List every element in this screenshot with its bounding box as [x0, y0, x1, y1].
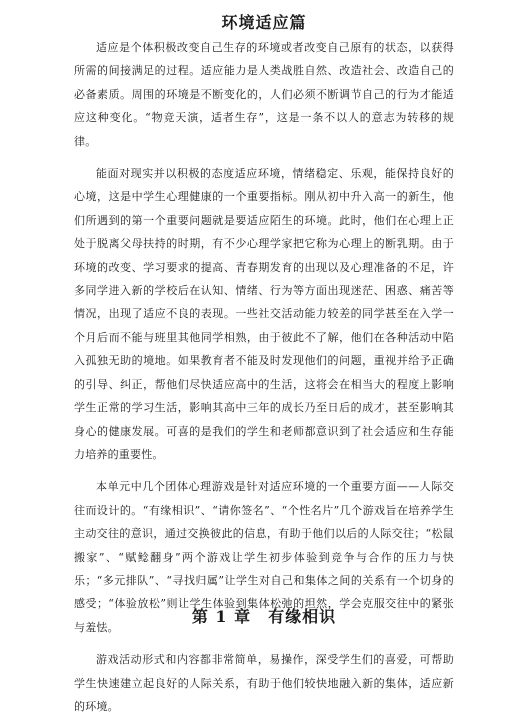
paragraph-2: 能面对现实并以积极的态度适应环境，情绪稳定、乐观，能保持良好的心境，这是中学生心理健康的一个重要指标。刚从初中升入高一的新生，他们所遇到的第一个重要问题就是要适应陌生的环境。此时，他们在心理上正处于脱离父母扶持的时期，有不少心理学家把它称为心理上的断乳期。由于环境的改变、学习要求的提高、青春期发育的出现以及心理准备的不足，许多同学进入新的学校后在认知、情绪、行为等方面出现迷茫、困惑、痛苦等情况，出现了适应不良的表现。一些社交活动能力较差的同学甚至在入学一个月后而不能与班里其他同学相熟，由于彼此不了解，他们在各种活动中陷入孤独无助的境地。如果教育者不能及时发现他们的问题，重视并给予正确的引导、纠正，帮他们尽快适应高中的生活，这将会在相当大的程度上影响学生正常的学习生活，影响其高中三年的成长乃至日后的成才，甚至影响其身心的健康发展。可喜的是我们的学生和老师都意识到了社会适应和生存能力培养的重要性。: [74, 167, 454, 461]
paragraph-3: 本单元中几个团体心理游戏是针对适应环境的一个重要方面——人际交往而设计的。“有缘相识”、“请你签名”、“个性名片”几个游戏旨在培养学生主动交往的意识，通过交换彼此的信息，有助于他们以后的人际交往；“松鼠搬家”、“赋鲶翻身”两个游戏让学生初步体验到竞争与合作的压力与快乐；“多元排队”、“寻找归属”让学生对自己和集体之间的关系有一个切身的感受；“体验放松”则让学生体验到集体松弛的坦然，学会克服交往中的紧张与羞怯。: [74, 480, 454, 634]
chapter-heading: 第 1 章 有缘相识: [191, 607, 337, 626]
page-title: 环境适应篇: [221, 13, 307, 32]
paragraph-1: 适应是个体积极改变自己生存的环境或者改变自己原有的状态，以获得所需的间接满足的过程。适应能力是人类战胜自然、改造社会、改造自己的必备素质。周围的环境是不断变化的，人们必须不断调节自己的行为才能适应这种变化。“物竞天演，适者生存”，这是一条不以人的意志为转移的规律。: [74, 41, 454, 148]
paragraph-4: 游戏活动形式和内容都非常简单，易操作，深受学生们的喜爱，可帮助学生快速建立起良好的人际关系，有助于他们较快地融入新的集体，适应新的环境。: [74, 653, 454, 713]
